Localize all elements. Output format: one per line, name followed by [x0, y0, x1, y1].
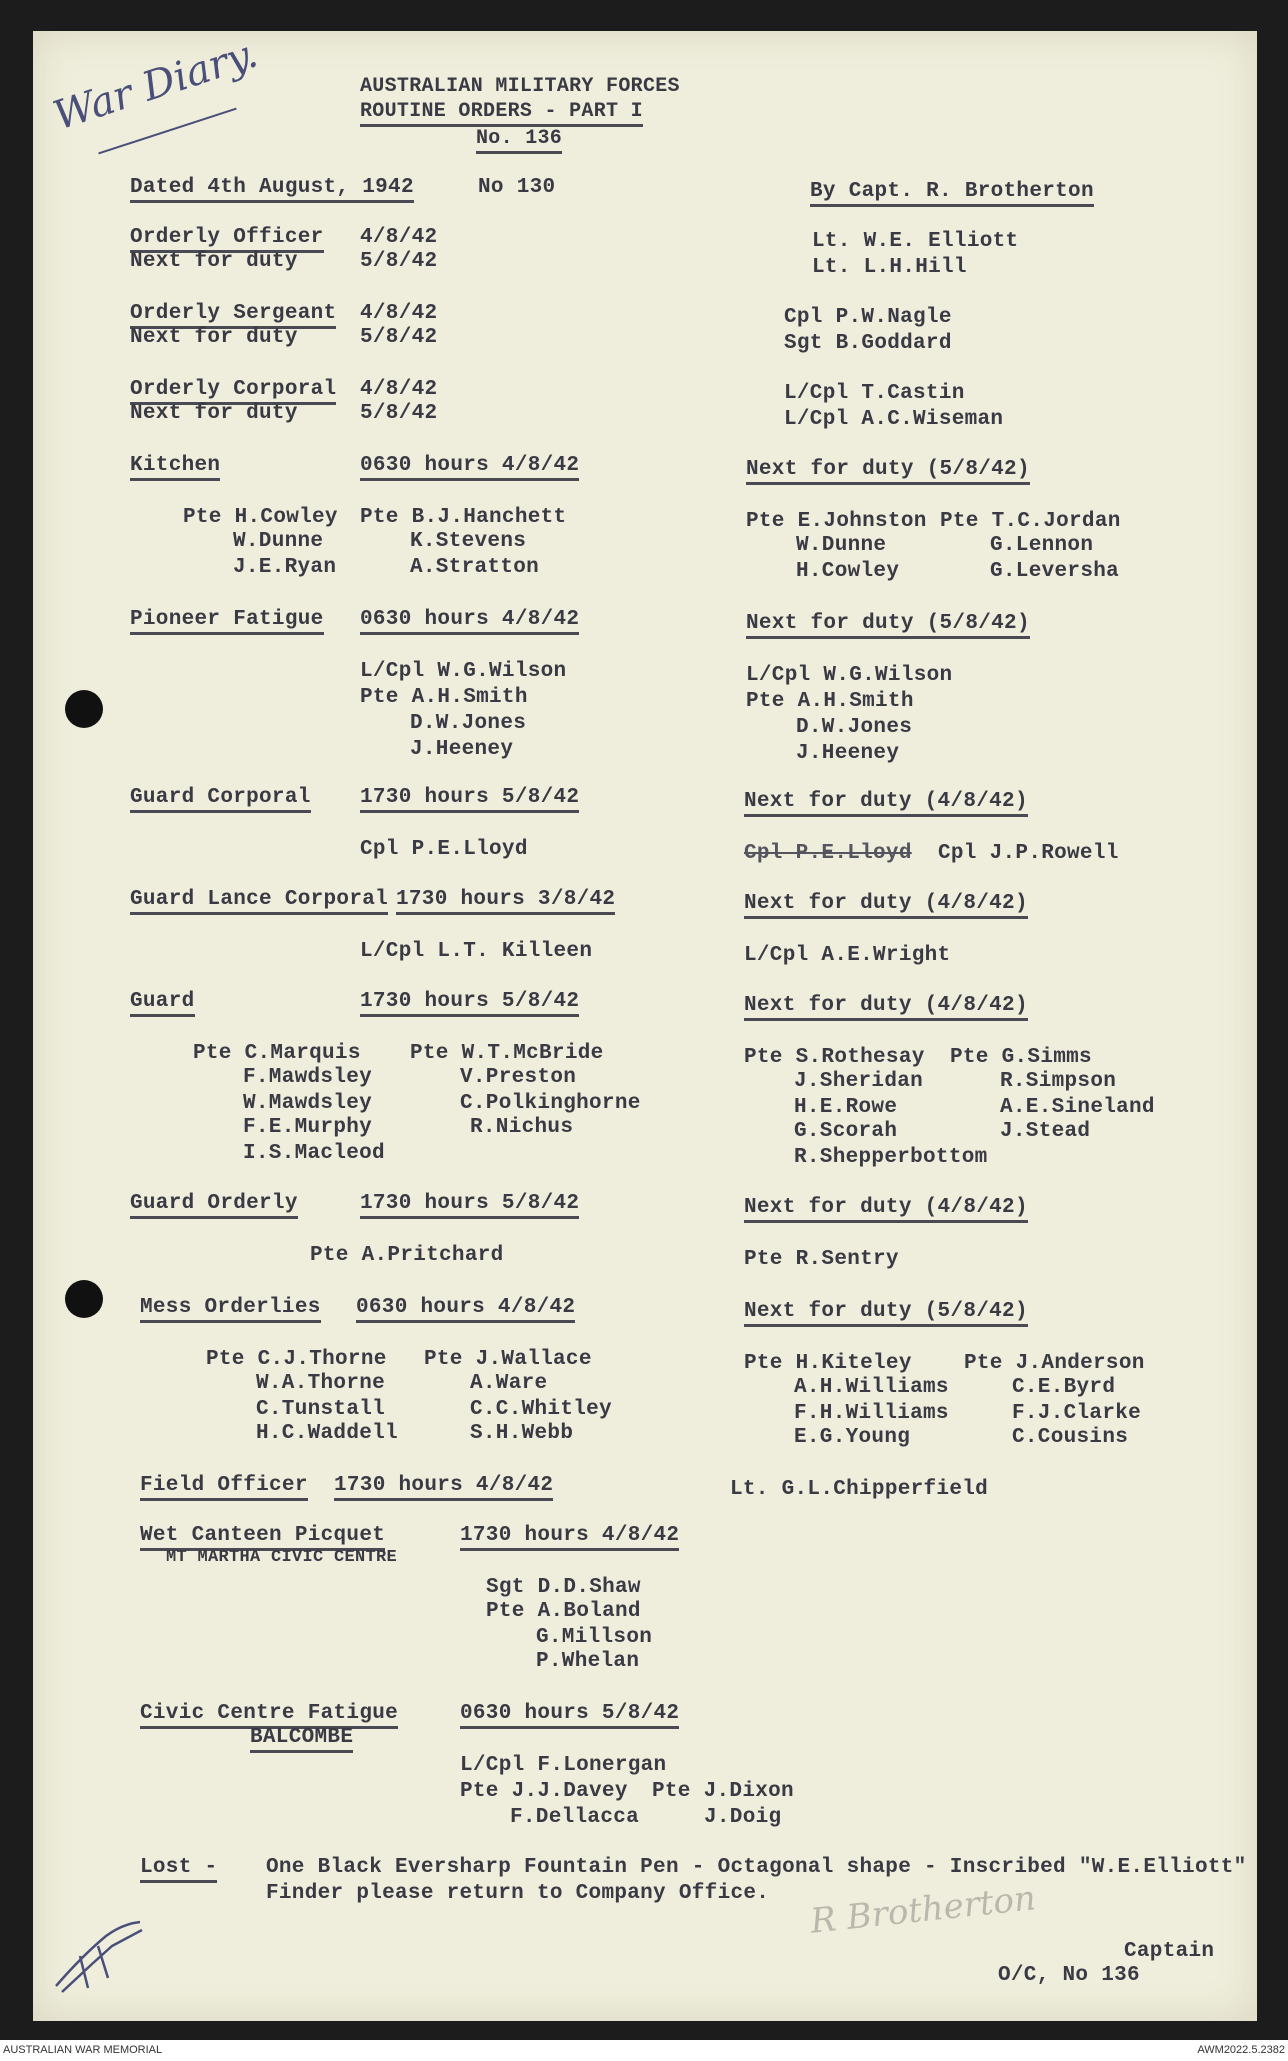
- pioneer-fatigue-name: J.Heeney: [410, 738, 514, 761]
- punch-hole: [65, 1280, 103, 1318]
- guard-orderly-label: Guard Orderly: [130, 1192, 298, 1219]
- pioneer-fatigue-next-name: L/Cpl W.G.Wilson: [746, 664, 953, 687]
- guard-next-name: R.Simpson: [1000, 1070, 1117, 1093]
- orderly-sergeant-name: Cpl P.W.Nagle: [784, 306, 952, 329]
- mess-orderlies-name: Pte C.J.Thorne: [206, 1348, 387, 1371]
- orderly-corporal-next-name: L/Cpl A.C.Wiseman: [784, 408, 1004, 431]
- mess-orderlies-next-name: Pte H.Kiteley: [744, 1352, 912, 1375]
- civic-centre-fatigue-label: Civic Centre Fatigue: [140, 1702, 398, 1729]
- guard-orderly-time: 1730 hours 5/8/42: [360, 1192, 579, 1219]
- orderly-sergeant-next-name: Sgt B.Goddard: [784, 332, 952, 355]
- mess-orderlies-name: A.Ware: [470, 1372, 548, 1395]
- guard-next-name: Pte G.Simms: [950, 1046, 1092, 1069]
- guard-next-name: A.E.Sineland: [1000, 1096, 1155, 1119]
- guard-corporal-label: Guard Corporal: [130, 786, 311, 813]
- civic-centre-fatigue-name: Pte J.J.Davey: [460, 1780, 628, 1803]
- orderly-corporal-next-label: Next for duty: [130, 402, 298, 425]
- pioneer-fatigue-name: Pte A.H.Smith: [360, 686, 528, 709]
- orderly-sergeant-next-date: 5/8/42: [360, 326, 438, 349]
- mess-orderlies-label: Mess Orderlies: [140, 1296, 321, 1323]
- civic-centre-fatigue-name: Pte J.Dixon: [652, 1780, 794, 1803]
- header-line1: AUSTRALIAN MILITARY FORCES: [360, 75, 680, 98]
- guard-time: 1730 hours 5/8/42: [360, 990, 579, 1017]
- mess-orderlies-next-name: C.Cousins: [1012, 1426, 1129, 1449]
- dated: Dated 4th August, 1942: [130, 176, 414, 203]
- orderly-officer-next-date: 5/8/42: [360, 250, 438, 273]
- guard-lance-corporal-next-name: L/Cpl A.E.Wright: [744, 944, 951, 967]
- mess-orderlies-name: C.C.Whitley: [470, 1398, 612, 1421]
- civic-centre-fatigue-name: L/Cpl F.Lonergan: [460, 1754, 667, 1777]
- guard-next-name: Pte S.Rothesay: [744, 1046, 925, 1069]
- signatory-rank: Captain: [1124, 1940, 1215, 1963]
- signatory-unit: O/C, No 136: [998, 1964, 1140, 1987]
- punch-hole: [65, 690, 103, 728]
- guard-corporal-next-name: Cpl J.P.Rowell: [938, 842, 1119, 865]
- mess-orderlies-time: 0630 hours 4/8/42: [356, 1296, 575, 1323]
- field-officer-name: Lt. G.L.Chipperfield: [730, 1478, 989, 1501]
- signature: R Brotherton: [808, 1878, 1038, 1942]
- mess-orderlies-next-name: F.J.Clarke: [1012, 1402, 1142, 1425]
- handwritten-annotation: War Diary.: [48, 30, 264, 140]
- guard-lance-corporal-name: L/Cpl L.T. Killeen: [360, 940, 593, 963]
- field-officer-label: Field Officer: [140, 1474, 308, 1501]
- lost-label-text: Lost -: [140, 1856, 217, 1883]
- mess-orderlies-name: Pte J.Wallace: [424, 1348, 592, 1371]
- wet-canteen-picquet-name: P.Whelan: [536, 1650, 640, 1673]
- field-officer-time: 1730 hours 4/8/42: [334, 1474, 553, 1501]
- orderly-corporal-next-date: 5/8/42: [360, 402, 438, 425]
- orderly-officer-next-name: Lt. L.H.Hill: [812, 256, 967, 279]
- wet-canteen-picquet-location: MT MARTHA CIVIC CENTRE: [166, 1548, 398, 1567]
- civic-centre-fatigue-name: J.Doig: [704, 1806, 782, 1829]
- mess-orderlies-next: Next for duty (5/8/42): [744, 1300, 1028, 1327]
- mess-orderlies-name: H.C.Waddell: [256, 1422, 398, 1445]
- orderly-corporal-label: Orderly Corporal: [130, 378, 336, 405]
- pioneer-fatigue-next-name: D.W.Jones: [796, 716, 913, 739]
- orderly-sergeant-date: 4/8/42: [360, 302, 438, 325]
- guard-orderly-next: Next for duty (4/8/42): [744, 1196, 1028, 1223]
- footer-institution: AUSTRALIAN WAR MEMORIAL: [3, 2044, 163, 2056]
- guard-orderly-name: Pte A.Pritchard: [310, 1244, 504, 1267]
- lost-label: [140, 1856, 217, 1879]
- mess-orderlies-next-name: A.H.Williams: [794, 1376, 949, 1399]
- lost-line1: One Black Eversharp Fountain Pen - Octagonal shape - Inscribed "W.E.Elliott": [266, 1856, 1247, 1879]
- mess-orderlies-name: S.H.Webb: [470, 1422, 574, 1445]
- footer-accession: AWM2022.5.2382: [1197, 2044, 1285, 2056]
- mess-orderlies-name: C.Tunstall: [256, 1398, 386, 1421]
- guard-next-name: G.Scorah: [794, 1120, 898, 1143]
- civic-centre-fatigue-time: 0630 hours 5/8/42: [460, 1702, 679, 1729]
- kitchen-next-name: H.Cowley: [796, 560, 900, 583]
- guard-corporal-name: Cpl P.E.Lloyd: [360, 838, 528, 861]
- mess-orderlies-next-name: E.G.Young: [794, 1426, 911, 1449]
- guard-next-name: H.E.Rowe: [794, 1096, 898, 1119]
- wet-canteen-picquet-name: Sgt D.D.Shaw: [486, 1576, 641, 1599]
- kitchen-next-name: Pte E.Johnston: [746, 510, 927, 533]
- wet-canteen-picquet-name: Pte A.Boland: [486, 1600, 641, 1623]
- kitchen-next-name: G.Leversha: [990, 560, 1120, 583]
- guard-name: Pte W.T.McBride: [410, 1042, 604, 1065]
- kitchen-name: K.Stevens: [410, 530, 527, 553]
- guard-next-name: J.Stead: [1000, 1120, 1091, 1143]
- guard-corporal-next-struck: Cpl P.E.Lloyd: [744, 842, 912, 865]
- mess-orderlies-next-name: Pte J.Anderson: [964, 1352, 1145, 1375]
- orderly-officer-date: 4/8/42: [360, 226, 438, 249]
- orderly-officer-name: Lt. W.E. Elliott: [812, 230, 1019, 253]
- pioneer-fatigue-next: Next for duty (5/8/42): [746, 612, 1030, 639]
- guard-name: F.E.Murphy: [243, 1116, 373, 1139]
- guard-corporal-next: Next for duty (4/8/42): [744, 790, 1028, 817]
- mess-orderlies-next-name: C.E.Byrd: [1012, 1376, 1116, 1399]
- kitchen-time: 0630 hours 4/8/42: [360, 454, 579, 481]
- guard-name: V.Preston: [460, 1066, 577, 1089]
- kitchen-name: Pte B.J.Hanchett: [360, 506, 567, 529]
- orderly-corporal-name: L/Cpl T.Castin: [784, 382, 965, 405]
- orderly-officer-next-label: Next for duty: [130, 250, 298, 273]
- orderly-sergeant-label: Orderly Sergeant: [130, 302, 336, 329]
- guard-lance-corporal-next: Next for duty (4/8/42): [744, 892, 1028, 919]
- orderly-corporal-date: 4/8/42: [360, 378, 438, 401]
- pencil-tick-mark: [52, 1916, 148, 2000]
- mess-orderlies-name: W.A.Thorne: [256, 1372, 386, 1395]
- mess-orderlies-next-name: F.H.Williams: [794, 1402, 949, 1425]
- orderly-officer-label: Orderly Officer: [130, 226, 324, 253]
- guard-name: I.S.Macleod: [243, 1142, 385, 1165]
- pioneer-fatigue-label: Pioneer Fatigue: [130, 608, 324, 635]
- kitchen-name: Pte H.Cowley: [183, 506, 338, 529]
- kitchen-label: Kitchen: [130, 454, 220, 481]
- issued-by: By Capt. R. Brotherton: [810, 180, 1094, 207]
- order-number: No 130: [478, 176, 556, 199]
- wet-canteen-picquet-name: G.Millson: [536, 1626, 653, 1649]
- guard-corporal-time: 1730 hours 5/8/42: [360, 786, 579, 813]
- guard-name: C.Polkinghorne: [460, 1092, 641, 1115]
- lost-line2: Finder please return to Company Office.: [266, 1882, 770, 1905]
- pioneer-fatigue-next-name: J.Heeney: [796, 742, 900, 765]
- kitchen-name: A.Stratton: [410, 556, 540, 579]
- guard-lance-corporal-label: Guard Lance Corporal: [130, 888, 388, 915]
- guard-label: Guard: [130, 990, 195, 1017]
- kitchen-next: Next for duty (5/8/42): [746, 458, 1030, 485]
- kitchen-name: W.Dunne: [233, 530, 324, 553]
- pioneer-fatigue-name: D.W.Jones: [410, 712, 527, 735]
- guard-name: Pte C.Marquis: [193, 1042, 361, 1065]
- guard-name: F.Mawdsley: [243, 1066, 373, 1089]
- kitchen-next-name: Pte T.C.Jordan: [940, 510, 1121, 533]
- kitchen-next-name: G.Lennon: [990, 534, 1094, 557]
- header-line3: No. 136: [476, 127, 562, 154]
- pioneer-fatigue-name: L/Cpl W.G.Wilson: [360, 660, 567, 683]
- guard-next-name: R.Shepperbottom: [794, 1146, 988, 1169]
- guard-orderly-next-name: Pte R.Sentry: [744, 1248, 899, 1271]
- pioneer-fatigue-time: 0630 hours 4/8/42: [360, 608, 579, 635]
- guard-name: W.Mawdsley: [243, 1092, 373, 1115]
- civic-centre-fatigue-name: F.Dellacca: [510, 1806, 640, 1829]
- civic-centre-fatigue-location: BALCOMBE: [250, 1726, 353, 1753]
- kitchen-name: J.E.Ryan: [233, 556, 337, 579]
- guard-next: Next for duty (4/8/42): [744, 994, 1028, 1021]
- wet-canteen-picquet-time: 1730 hours 4/8/42: [460, 1524, 679, 1551]
- guard-next-name: J.Sheridan: [794, 1070, 924, 1093]
- footer: [0, 2040, 1288, 2061]
- orderly-sergeant-next-label: Next for duty: [130, 326, 298, 349]
- header-line2: ROUTINE ORDERS - PART I: [360, 100, 643, 127]
- pioneer-fatigue-next-name: Pte A.H.Smith: [746, 690, 914, 713]
- guard-name: R.Nichus: [470, 1116, 574, 1139]
- wet-canteen-picquet-label: Wet Canteen Picquet: [140, 1524, 385, 1551]
- guard-lance-corporal-time: 1730 hours 3/8/42: [396, 888, 615, 915]
- kitchen-next-name: W.Dunne: [796, 534, 887, 557]
